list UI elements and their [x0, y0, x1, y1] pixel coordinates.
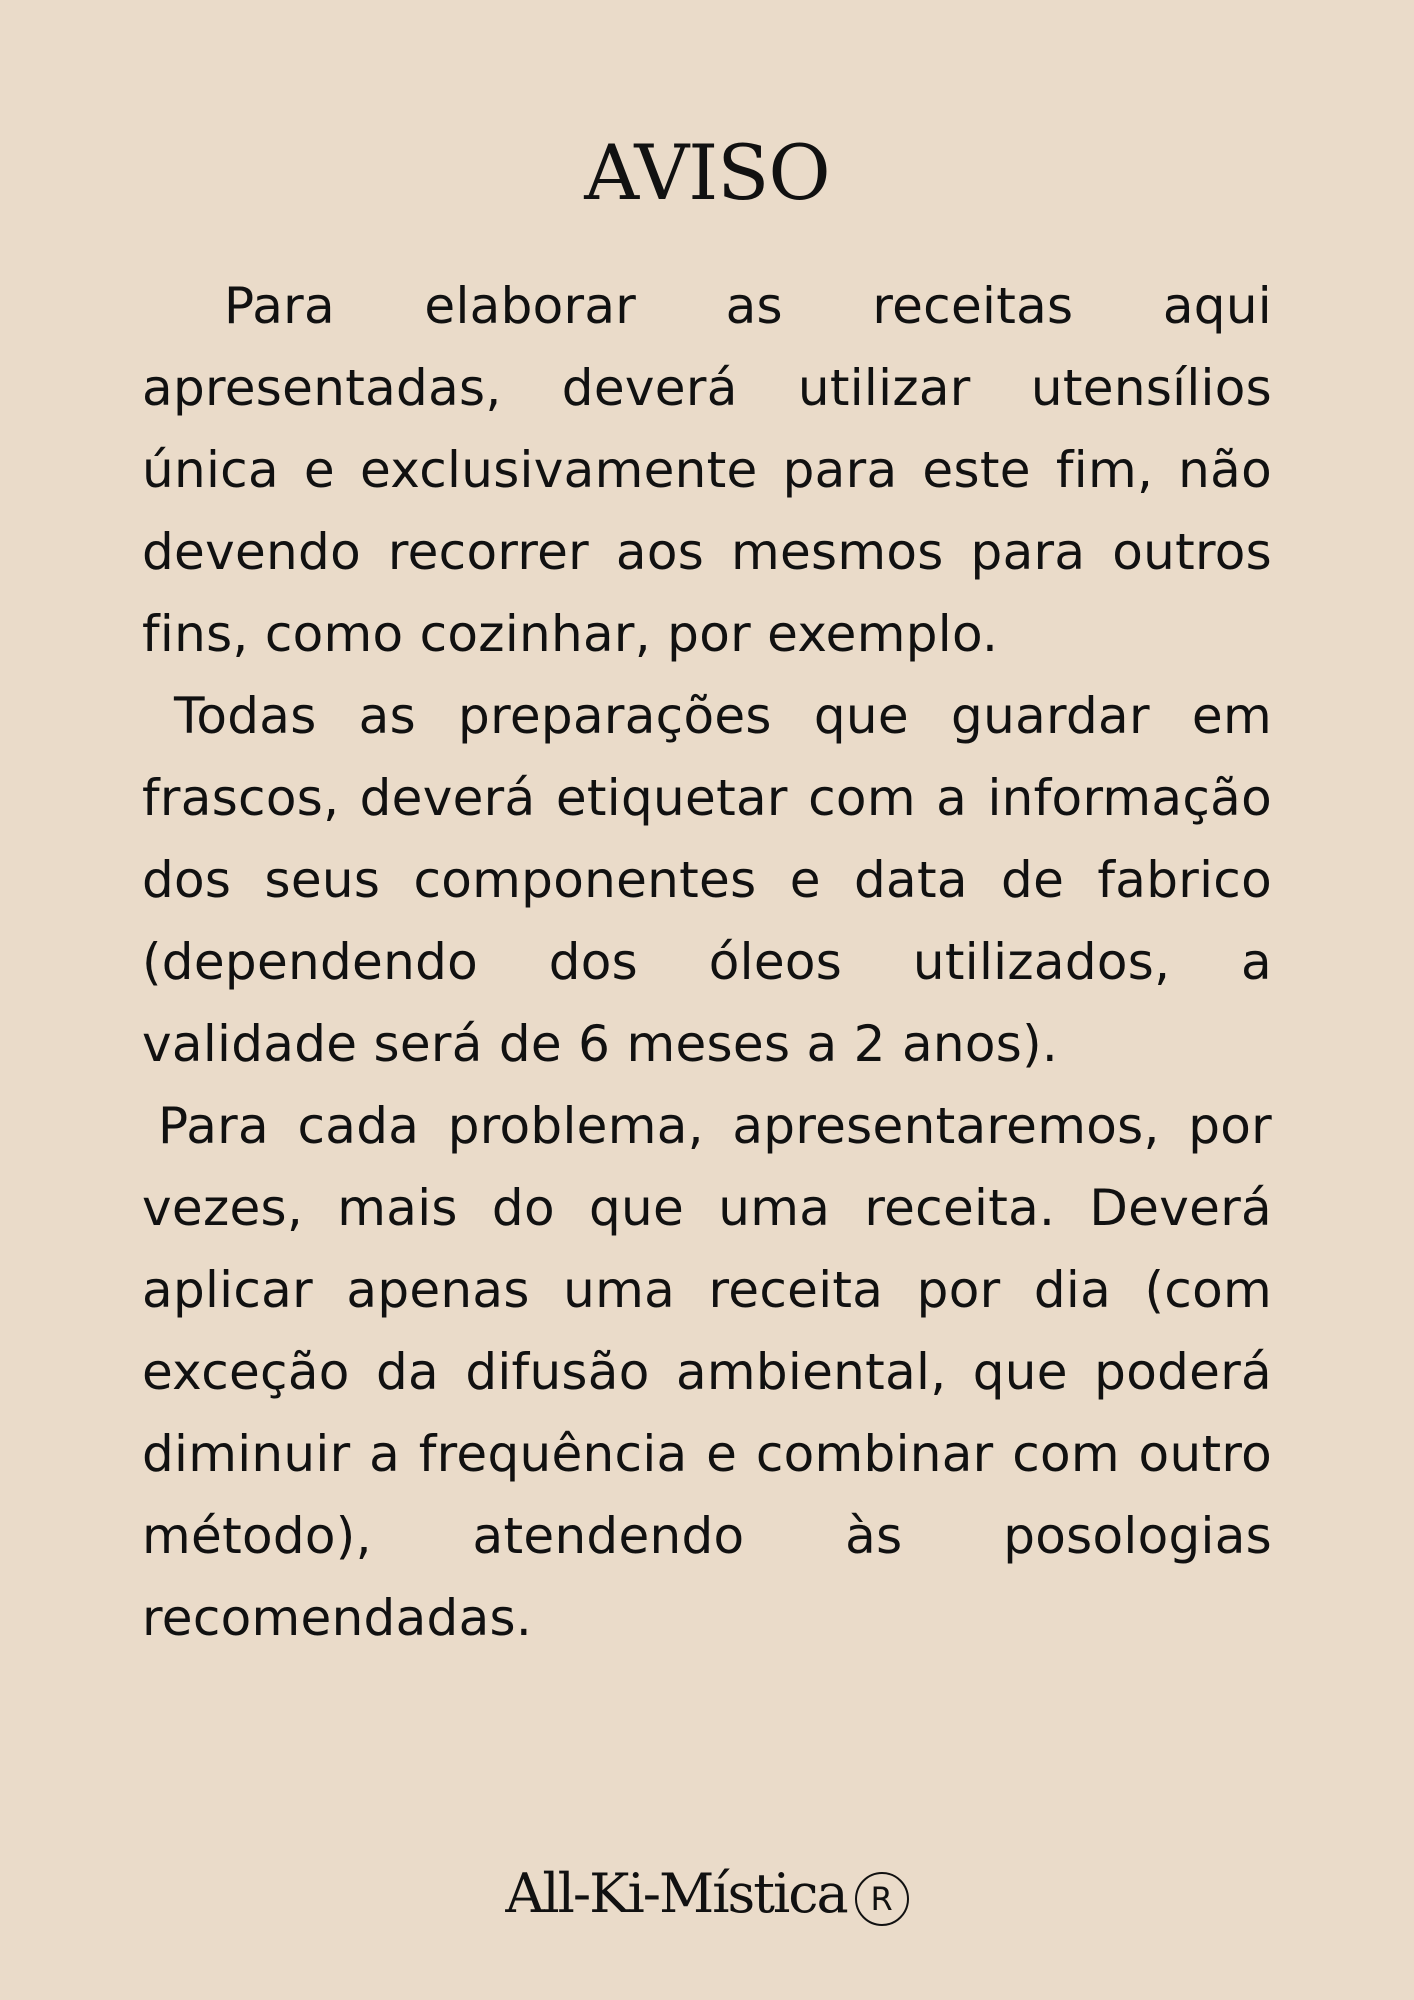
paragraph-dosage: Para cada problema, apresentaremos, por vezes, mais do que uma receita. Deverá aplicar apenas uma receita por dia (com exceção da difusão ambiental, que poderá diminuir a frequência e combinar com outro método), atendendo às posologias recomendadas.	[142, 1097, 1272, 1647]
brand-footer	[0, 1862, 1414, 1926]
brand-name: All-Ki-Mística	[505, 1862, 847, 1925]
page-title: AVISO	[584, 128, 830, 217]
paragraph-utensils: Para elaborar as receitas aqui apresentadas, deverá utilizar utensílios única e exclusivamente para este fim, não devendo recorrer aos mesmos para outros fins, como cozinhar, por exemplo.	[142, 277, 1272, 663]
registered-mark-icon: R	[855, 1872, 909, 1926]
paragraph-labeling: Todas as preparações que guardar em frascos, deverá etiquetar com a informação dos seus componentes e data de fabrico (dependendo dos óleos utilizados, a validade será de 6 meses a 2 anos).	[142, 687, 1272, 1073]
notice-body	[142, 265, 1272, 1659]
